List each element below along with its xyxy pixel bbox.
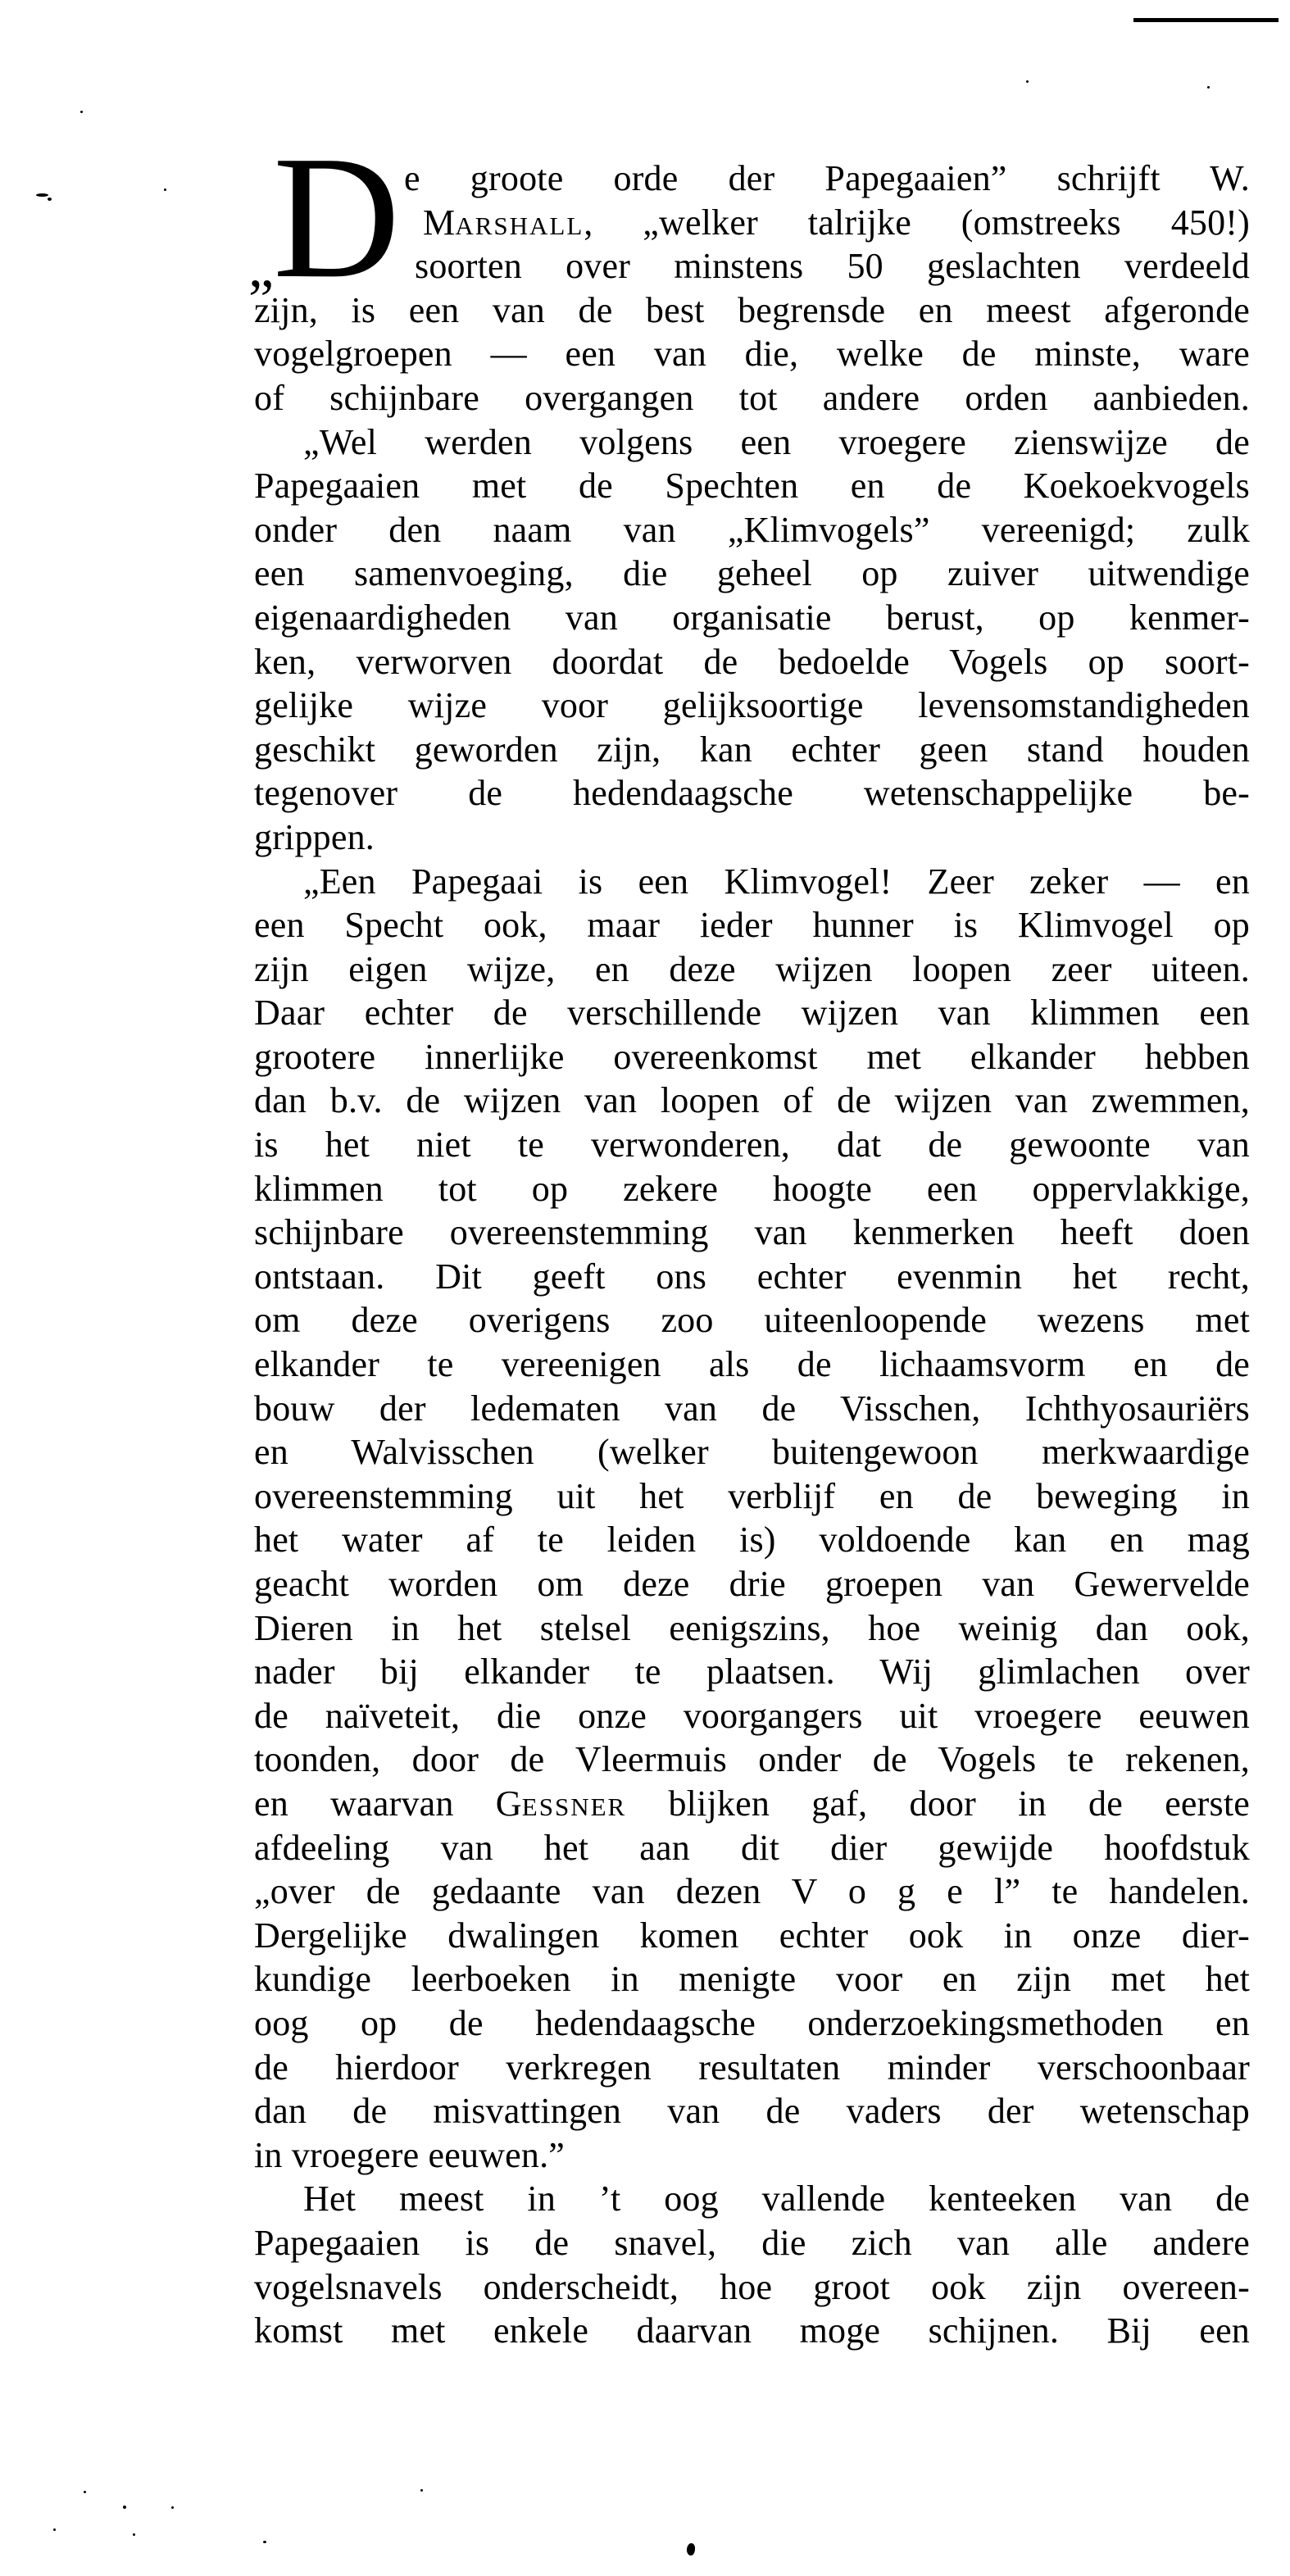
text-line bbox=[254, 201, 1250, 245]
text-run: ken, verworven doordat de bedoelde Vogels op soort- bbox=[254, 641, 1250, 682]
text-run: klimmen tot op zekere hoogte een oppervlakkige, bbox=[254, 1168, 1250, 1209]
text-line bbox=[254, 1387, 1250, 1431]
scan-speck bbox=[84, 2491, 86, 2493]
text-line bbox=[254, 1343, 1250, 1387]
text-run: de hierdoor verkregen resultaten minder verschoonbaar bbox=[254, 2047, 1250, 2088]
text-line bbox=[254, 1123, 1250, 1167]
text-line bbox=[254, 420, 1250, 465]
scan-speck bbox=[1026, 80, 1029, 83]
text-run: om deze overigens zoo uiteenloopende wezens met bbox=[254, 1300, 1250, 1341]
text-run: vogelgroepen — een van die, welke de minste, ware bbox=[254, 334, 1250, 375]
text-line bbox=[254, 376, 1250, 420]
text-run: Het meest in ’t oog vallende kenteeken van de bbox=[303, 2178, 1250, 2219]
text-line bbox=[254, 1870, 1250, 1914]
scan-speck bbox=[48, 198, 52, 201]
text-run: geacht worden om deze drie groepen van Gewervelde bbox=[254, 1564, 1250, 1604]
text-line bbox=[254, 1430, 1250, 1474]
text-run: onder den naam van „Klimvogels” vereenigd; zulk bbox=[254, 509, 1250, 550]
small-caps-name: essner bbox=[521, 1783, 627, 1824]
text-line bbox=[254, 903, 1250, 947]
text-line bbox=[254, 816, 1250, 860]
scan-speck bbox=[263, 2541, 266, 2543]
text-line bbox=[254, 1298, 1250, 1343]
small-caps-name: arshall bbox=[455, 202, 584, 243]
text-run: en Walvisschen (welker buitengewoon merkwaardige bbox=[254, 1432, 1250, 1473]
text-run: grippen. bbox=[254, 816, 375, 857]
text-run: het water af te leiden is) voldoende kan en mag bbox=[254, 1520, 1250, 1561]
text-line bbox=[254, 244, 1250, 288]
text-run: eigenaardigheden van organisatie berust, op kenmer- bbox=[254, 597, 1250, 638]
text-line bbox=[254, 596, 1250, 640]
text-run: „Een Papegaai is een Klimvogel! Zeer zeker — en bbox=[303, 861, 1250, 902]
scan-speck bbox=[171, 2506, 174, 2509]
text-run: toonden, door de Vleermuis onder de Vogels te rekenen, bbox=[254, 1739, 1250, 1780]
text-line bbox=[254, 157, 1250, 201]
scan-speck bbox=[53, 2528, 56, 2531]
text-run: dan de misvattingen van de vaders der wetenschap bbox=[254, 2091, 1250, 2132]
text-run: blijken gaf, door in de eerste bbox=[626, 1783, 1250, 1824]
drop-cap-letter: D bbox=[273, 119, 401, 315]
text-run: , „welker talrijke (omstreeks 450!) bbox=[584, 202, 1250, 243]
text-run: gelijke wijze voor gelijksoortige levensomstandigheden bbox=[254, 685, 1250, 726]
text-line bbox=[254, 1782, 1250, 1826]
text-run: vogelsnavels onderscheidt, hoe groot ook zijn overeen- bbox=[254, 2266, 1250, 2307]
text-line bbox=[254, 552, 1250, 596]
text-line bbox=[254, 332, 1250, 376]
text-line bbox=[254, 2089, 1250, 2133]
text-run: e groote orde der Papegaaien” schrijft W. bbox=[404, 158, 1250, 198]
text-line bbox=[254, 1079, 1250, 1123]
text-run: oog op de hedendaagsche onderzoekingsmethoden en bbox=[254, 2002, 1250, 2043]
text-run: Daar echter de verschillende wijzen van klimmen een bbox=[254, 993, 1250, 1034]
text-run: Dergelijke dwalingen komen echter ook in onze dier- bbox=[254, 1915, 1250, 1956]
text-run: de naïveteit, die onze voorgangers uit vroegere eeuwen bbox=[254, 1695, 1250, 1736]
text-run: elkander te vereenigen als de lichaamsvorm en de bbox=[254, 1344, 1250, 1385]
text-line bbox=[254, 2046, 1250, 2090]
text-run: Papegaaien is de snavel, die zich van alle andere bbox=[254, 2222, 1250, 2263]
text-line bbox=[254, 2221, 1250, 2265]
text-run: Papegaaien met de Spechten en de Koekoekvogels bbox=[254, 466, 1250, 507]
text-line bbox=[254, 1606, 1250, 1651]
text-line bbox=[254, 464, 1250, 508]
text-run: een Specht ook, maar ieder hunner is Klimvogel op bbox=[254, 905, 1250, 946]
text-line bbox=[254, 508, 1250, 552]
text-line bbox=[254, 1211, 1250, 1255]
text-line bbox=[254, 1255, 1250, 1299]
scan-speck bbox=[123, 2506, 126, 2509]
text-run: soorten over minstens 50 geslachten verdeeld bbox=[415, 246, 1250, 287]
text-line bbox=[254, 640, 1250, 684]
text-line bbox=[254, 1694, 1250, 1738]
text-run: een samenvoeging, die geheel op zuiver uitwendige bbox=[254, 553, 1250, 594]
scan-speck bbox=[1207, 86, 1210, 89]
text-run: ontstaan. Dit geeft ons echter evenmin het recht, bbox=[254, 1256, 1250, 1297]
text-run: afdeeling van het aan dit dier gewijde hoofdstuk bbox=[254, 1827, 1250, 1868]
text-line bbox=[254, 1035, 1250, 1079]
text-run: schijnbare overeenstemming van kenmerken heeft doen bbox=[254, 1212, 1250, 1253]
text-run: zijn, is een van de best begrensde en meest afgeronde bbox=[254, 289, 1250, 330]
scan-speck bbox=[80, 111, 83, 113]
text-line bbox=[254, 1957, 1250, 2001]
text-line bbox=[254, 1474, 1250, 1519]
text-line bbox=[254, 991, 1250, 1035]
text-run: zijn eigen wijze, en deze wijzen loopen zeer uiteen. bbox=[254, 948, 1250, 989]
text-run: is het niet te verwonderen, dat de gewoonte van bbox=[254, 1124, 1250, 1165]
text-line bbox=[254, 684, 1250, 728]
text-run: dan b.v. de wijzen van loopen of de wijzen van zwemmen, bbox=[254, 1080, 1250, 1121]
text-line bbox=[254, 1562, 1250, 1606]
text-run: „over de gedaante van dezen V o g e l” te handelen. bbox=[254, 1871, 1250, 1912]
text-column bbox=[254, 157, 1250, 2353]
text-line bbox=[254, 771, 1250, 816]
opening-quote-mark: „ bbox=[248, 236, 275, 299]
text-line bbox=[254, 2309, 1250, 2353]
ink-blob bbox=[686, 2542, 696, 2556]
text-line bbox=[254, 2265, 1250, 2310]
text-line bbox=[254, 1738, 1250, 1782]
text-line bbox=[254, 1167, 1250, 1211]
scan-speck bbox=[133, 2533, 135, 2536]
text-run: of schijnbare overgangen tot andere orden aanbieden. bbox=[254, 377, 1250, 418]
text-run: nader bij elkander te plaatsen. Wij glimlachen over bbox=[254, 1651, 1250, 1692]
text-line bbox=[254, 2177, 1250, 2221]
text-run: kundige leerboeken in menigte voor en zijn met het bbox=[254, 1959, 1250, 2000]
text-line bbox=[254, 947, 1250, 992]
text-run: M bbox=[423, 202, 456, 243]
text-line bbox=[254, 1826, 1250, 1870]
page-top-rule bbox=[1133, 18, 1279, 22]
text-line bbox=[254, 1518, 1250, 1562]
text-run: grootere innerlijke overeenkomst met elkander hebben bbox=[254, 1036, 1250, 1077]
text-run: bouw der ledematen van de Visschen, Ichthyosauriërs bbox=[254, 1388, 1250, 1429]
text-line bbox=[254, 860, 1250, 904]
text-line bbox=[254, 2133, 1250, 2178]
scan-speck bbox=[36, 193, 48, 197]
text-line bbox=[254, 2001, 1250, 2046]
text-run: Dieren in het stelsel eenigszins, hoe weinig dan ook, bbox=[254, 1607, 1250, 1648]
text-run: tegenover de hedendaagsche wetenschappelijke be- bbox=[254, 773, 1250, 814]
text-run: „Wel werden volgens een vroegere zienswijze de bbox=[303, 421, 1250, 462]
text-run: in vroegere eeuwen.” bbox=[254, 2134, 566, 2175]
text-run: overeenstemming uit het verblijf en de beweging in bbox=[254, 1475, 1250, 1516]
text-run: komst met enkele daarvan moge schijnen. Bij een bbox=[254, 2310, 1250, 2351]
text-run: en waarvan G bbox=[254, 1783, 522, 1824]
scan-speck bbox=[164, 189, 166, 191]
text-line bbox=[254, 1650, 1250, 1694]
text-line bbox=[254, 728, 1250, 772]
scan-speck bbox=[420, 2489, 423, 2492]
text-line bbox=[254, 1914, 1250, 1958]
text-line bbox=[254, 288, 1250, 333]
text-run: geschikt geworden zijn, kan echter geen stand houden bbox=[254, 729, 1250, 770]
